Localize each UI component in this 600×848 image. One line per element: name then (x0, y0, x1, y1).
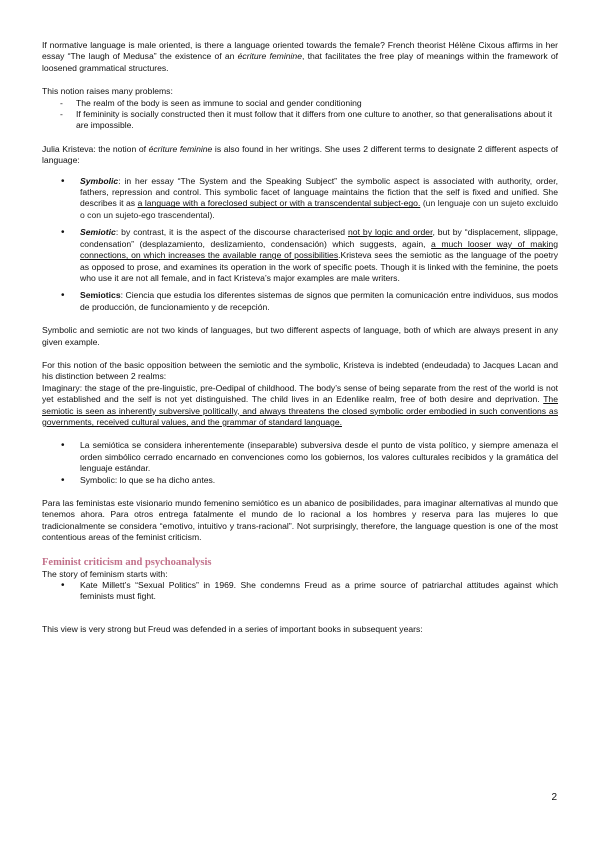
underlined-text: a language with a foreclosed subject or with a transcendental subject-ego. (137, 198, 421, 209)
term: Symbolic (80, 175, 119, 186)
paragraph-feministas: Para las feministas este visionario mundo femenino semiótico es un abanico de posibilidades, para imaginar alternativas al mundo que tenemos ahora. Para otros entrega fatalmente el mundo de lo racional a los hombres y reserva para las mujeres lo que tradicionalmente se considera “emotivo, intuitivo y trans-racional”. Not surprisingly, therefore, the language question is one of the most contentious areas of the feminist criticism. (42, 498, 558, 543)
bullet-icon: • (61, 474, 65, 486)
paragraph-symbolic-semiotic: Symbolic and semiotic are not two kinds of languages, but two different aspects of language, both of which are always present in any given example. (42, 325, 558, 347)
text: , but by “displacement, slippage, condensation” (desplazamiento, deslizamiento, condensación) which suggests, again, (80, 227, 558, 249)
underlined-text: a much looser way of making connections, on which increases the available range of possibilities (80, 238, 558, 261)
text: Kate Millett’s “Sexual Politics” in 1969. She condemns Freud as a prime source of patriarchal attitudes against which feminists must fight. (80, 580, 558, 602)
term: Semiotics (80, 290, 121, 301)
list-item-semiotics (42, 290, 558, 313)
bullet-icon: • (61, 440, 65, 452)
text: , that facilitates the free play of meanings within the framework of loosened grammatical structures. (42, 51, 559, 73)
problems-list (42, 98, 558, 132)
bullet-icon: • (61, 580, 65, 592)
text: Symbolic: lo que se ha dicho antes. (80, 474, 216, 485)
bullet-icon: • (61, 227, 65, 239)
text: : in her essay “The System and the Speaking Subject” the symbolic aspect is associated with authority, order, fathers, repression and control. This symbolic facet of language maintains the fiction that the self is fixed and unified. She describes it as (80, 175, 558, 209)
emphasis: écriture feminine (237, 51, 302, 62)
text: La semiótica se considera inherentemente (inseparable) subversiva desde el punto de vista político, y siempre amenaza el orden simbólico cerrado encarnado en convenciones como los gobiernos, los valores culturales recibidos y la gramática del lenguaje estándar. (80, 440, 558, 474)
list-item (42, 580, 558, 603)
note: (un lenguaje con un sujeto excluido o con un sujeto-ego trascendental). (80, 198, 558, 220)
list-item-symbolic (42, 176, 558, 222)
millett-list (42, 580, 558, 603)
text: : by contrast, it is the aspect of the discourse characterised (115, 227, 349, 238)
paragraph-freud: This view is very strong but Freud was defended in a series of important books in subsequent years: (42, 623, 423, 634)
paragraph-lacan: For this notion of the basic opposition between the semiotic and the symbolic, Kristeva is indebted (endeudada) to Jacques Lacan and his distinction between 2 realms: (42, 359, 558, 382)
list-item: - The realm of the body is seen as immune to social and gender conditioning (42, 98, 558, 109)
page-number: 2 (551, 792, 557, 803)
kristeva-terms-list (42, 176, 558, 313)
emphasis: écriture feminine (148, 143, 213, 154)
section-intro: The story of feminism starts with: (42, 568, 168, 579)
text: is also found in her writings. She uses 2 different terms to designate 2 different aspects of language: (42, 143, 558, 166)
text: Julia Kristeva: the notion of (42, 143, 149, 154)
text: If normative language is male oriented, is there a language oriented towards the female? French theorist Hélène Cixous affirms in her essay “The laugh of Medusa” the existence of an (42, 40, 558, 62)
list-item-semiotic (42, 227, 558, 284)
spanish-list (42, 440, 558, 486)
underlined-text: The semiotic is seen as inherently subversive politically, and always threatens the closed symbolic order embodied in such conventions as governments, received cultural values, and the grammar of standard language. (42, 394, 558, 427)
text: .Kristeva sees the semiotic as the language of the poetry as opposed to prose, and examines its operation in the work of specific poets. Though it is linked with the feminine, the poets who use it are not all female, and in fact Kristeva’s major examples are male writers. (80, 250, 558, 283)
text: Imaginary: the stage of the pre-linguistic, pre-Oedipal of childhood. The body’s sense of being separate from the rest of the world is not yet established and the self is not yet distinguished. The child lives in an Edenlike realm, free of both desire and deprivation. (42, 382, 558, 405)
term: Semiotic (80, 227, 116, 238)
paragraph-problems-intro: This notion raises many problems: (42, 86, 173, 97)
underlined-text: not by logic and order (348, 227, 433, 238)
bullet-icon: • (61, 290, 65, 302)
list-item: - If femininity is socially constructed then it must follow that it differs from one culture to another, so that generalisations about it are impossible. (42, 109, 558, 132)
text: : Ciencia que estudia los diferentes sistemas de signos que permiten la comunicación entre individuos, sus modos de producción, de funcionamiento y de recepción. (80, 290, 558, 312)
list-item (42, 475, 558, 486)
list-item (42, 440, 558, 474)
paragraph-kristeva (42, 144, 558, 167)
section-heading: Feminist criticism and psychoanalysis (42, 556, 212, 568)
bullet-icon: • (61, 175, 65, 187)
document-page (42, 40, 558, 635)
paragraph-cixous (42, 40, 558, 74)
paragraph-imaginary (42, 383, 558, 429)
